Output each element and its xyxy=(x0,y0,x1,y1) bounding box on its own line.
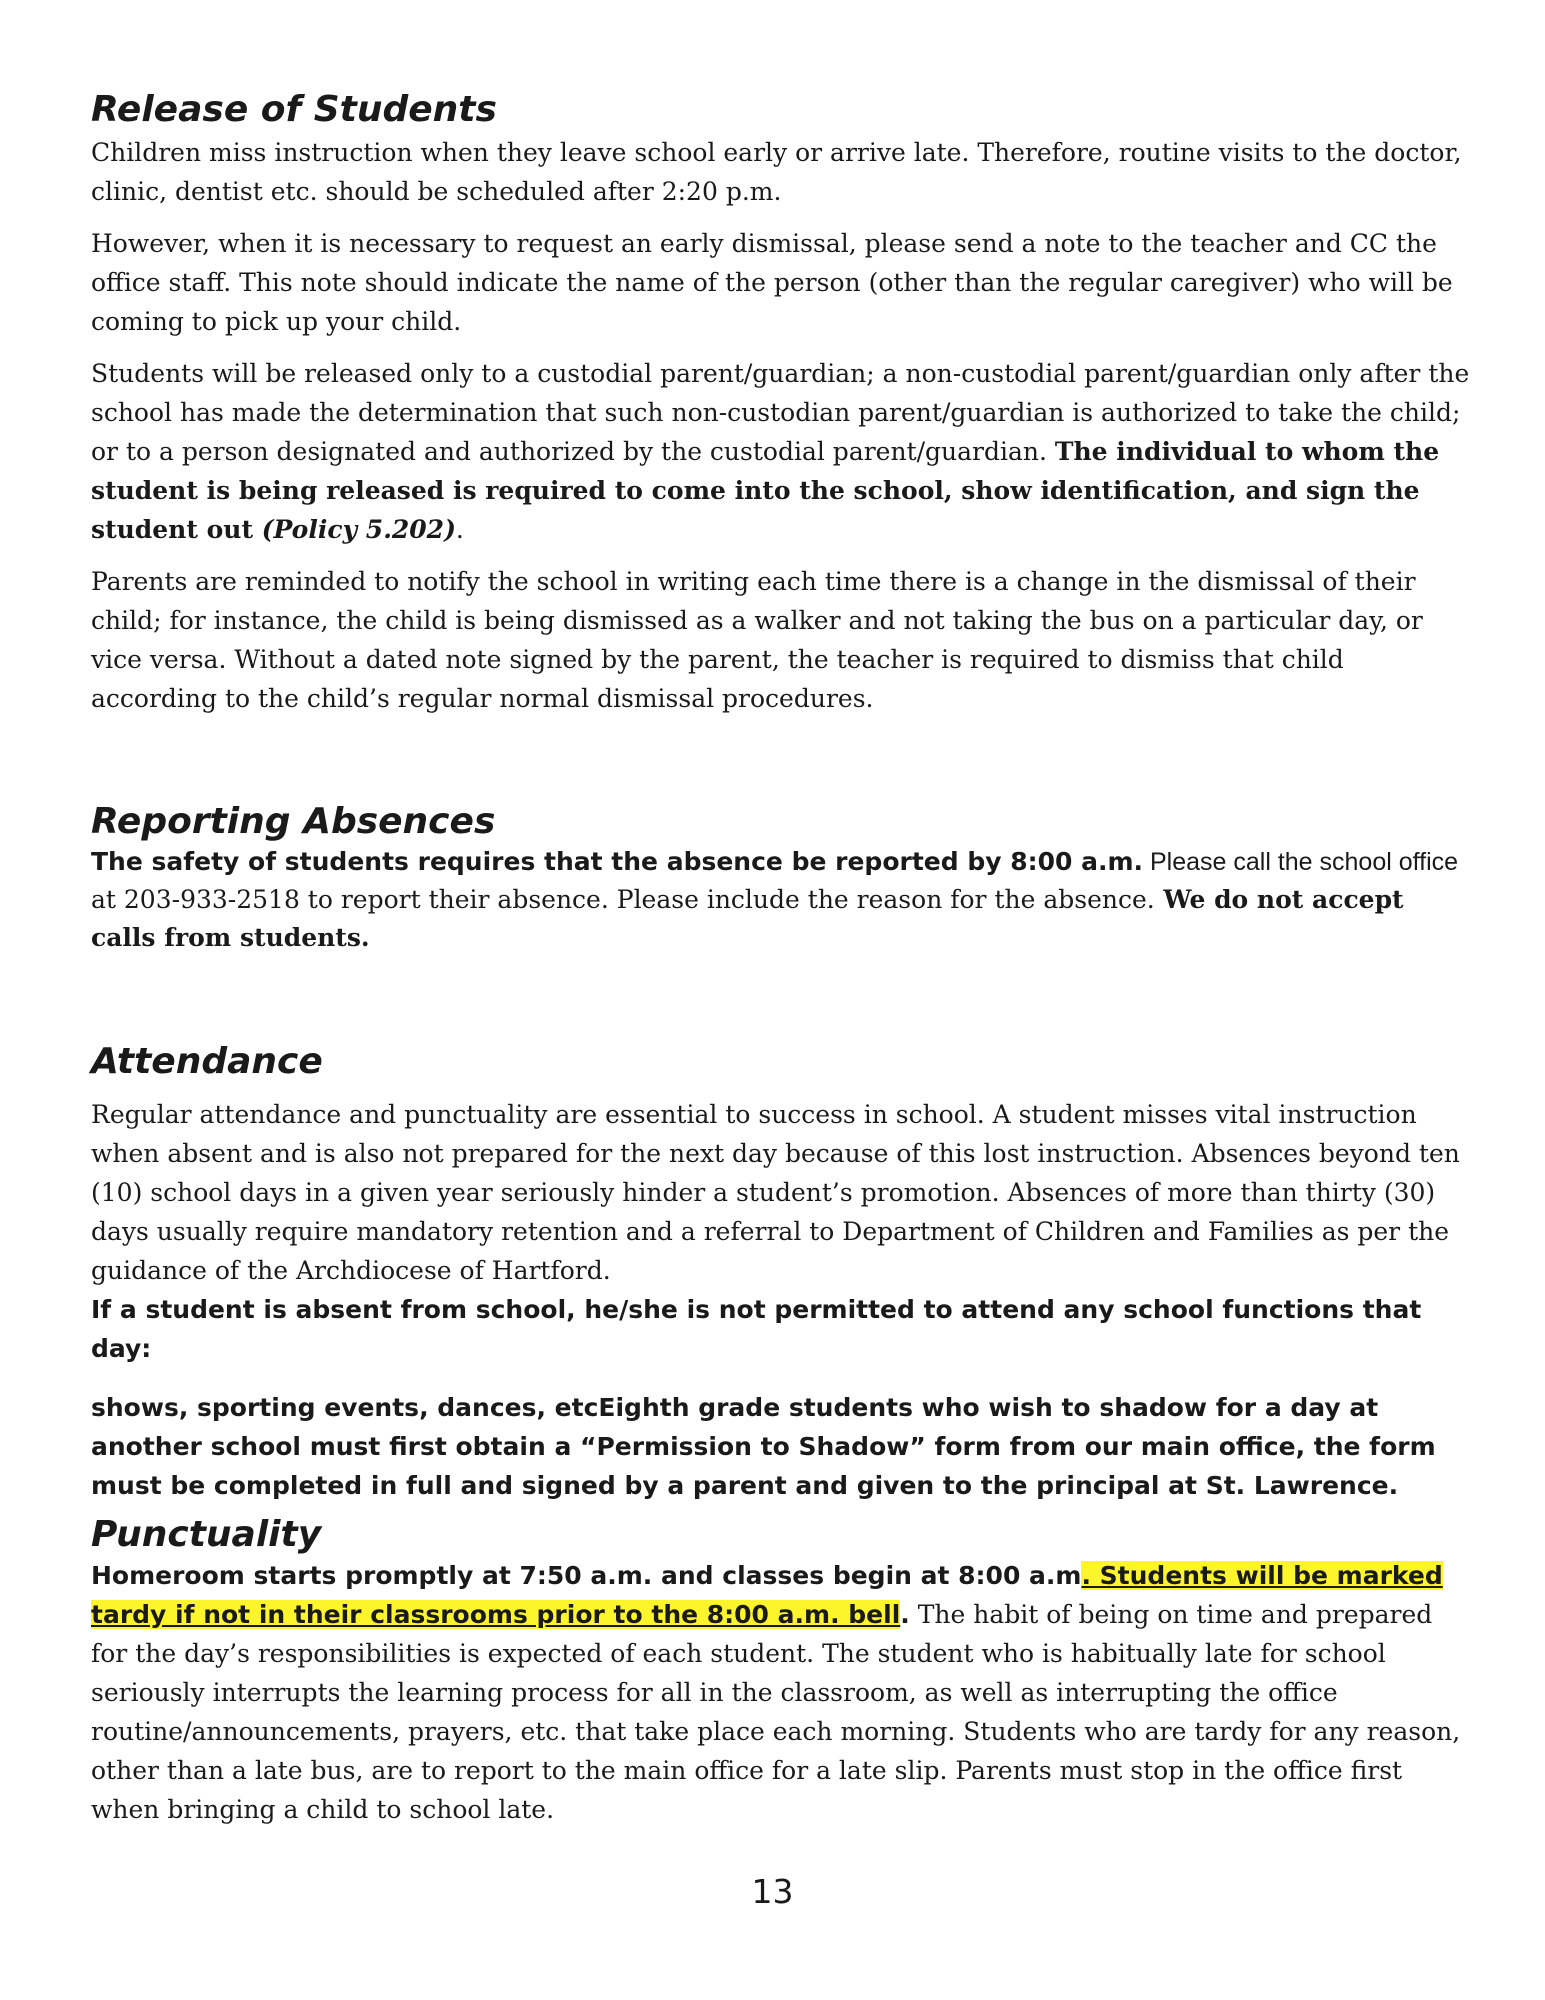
absences-sans-text: Please call the school office xyxy=(1143,848,1459,877)
punctuality-paragraph xyxy=(91,1556,1471,1829)
release-p3-policy: (Policy 5.202) xyxy=(261,515,456,545)
heading-punctuality: Punctuality xyxy=(91,1514,322,1555)
heading-release-of-students: Release of Students xyxy=(91,89,497,130)
punctuality-bold-end: . xyxy=(900,1600,910,1630)
punctuality-highlight-2: tardy if not in their classrooms prior to the 8:00 a.m. bell xyxy=(91,1600,901,1630)
absences-bold-lead: The safety of students requires that the absence be reported by 8:00 a.m. xyxy=(91,847,1144,877)
attendance-bold-1: If a student is absent from school, he/she is not permitted to attend any school functions that day: xyxy=(91,1295,1422,1364)
absences-serif-text: at 203-933-2518 to report their absence. Please include the reason for the absence. xyxy=(91,885,1155,915)
release-p3-bold: The individual to whom the student is being released is required to come into the school, show identification, and sign the student out xyxy=(91,437,1440,545)
release-paragraph-4: Parents are reminded to notify the school in writing each time there is a change in the dismissal of their child; for instance, the child is being dismissed as a walker and not taking the bus on a particular day, or vice versa. Without a dated note signed by the parent, the teacher is required to dismiss that child according to the child’s regular normal dismissal procedures. xyxy=(91,567,1423,714)
release-p3-plain: Students will be released only to a custodial parent/guardian; a non-custodial parent/guardian only after the school has made the determination that such non-custodian parent/guardian is authorized to take the child; or to a person designated and authorized by the custodial parent/guardian. xyxy=(91,359,1470,467)
heading-reporting-absences: Reporting Absences xyxy=(91,801,496,842)
attendance-paragraph: Regular attendance and punctuality are essential to success in school. A student misses vital instruction when absent and is also not prepared for the next day because of this lost instruction. Absences beyond ten (10) school days in a given year seriously hinder a student’s promotion. Absences of more than thirty (30) days usually require mandatory retention and a referral to Department of Children and Families as per the guidance of the Archdiocese of Hartford. xyxy=(91,1100,1460,1286)
attendance-bold-2: shows, sporting events, dances, etcEighth grade students who wish to shadow for a day at another school must first obtain a “Permission to Shadow” form from our main office, the form must be completed in full and signed by a parent and given to the principal at St. Lawrence. xyxy=(91,1393,1436,1501)
section-attendance xyxy=(91,1040,1471,1505)
punctuality-bold-lead: Homeroom starts promptly at 7:50 a.m. and classes begin at 8:00 a.m xyxy=(91,1561,1082,1591)
section-release-of-students xyxy=(91,88,1471,731)
punctuality-highlight-1: . Students will be marked xyxy=(1081,1561,1443,1591)
section-reporting-absences xyxy=(91,800,1471,970)
absences-paragraph xyxy=(91,843,1471,957)
release-paragraph-2: However, when it is necessary to request an early dismissal, please send a note to the teacher and CC the office staff. This note should indicate the name of the person (other than the regular caregiver) who will be coming to pick up your child. xyxy=(91,229,1453,337)
absences-bold-end: We do not accept calls from students. xyxy=(91,885,1404,953)
heading-attendance: Attendance xyxy=(91,1041,323,1082)
section-punctuality xyxy=(91,1513,1471,1842)
release-paragraph-3 xyxy=(91,354,1471,549)
release-p3-end: . xyxy=(455,515,464,545)
page-number: 13 xyxy=(751,1872,794,1911)
release-paragraph-1: Children miss instruction when they leave school early or arrive late. Therefore, routine visits to the doctor, clinic, dentist etc. should be scheduled after 2:20 p.m. xyxy=(91,138,1462,207)
punctuality-body: The habit of being on time and prepared for the day’s responsibilities is expected of each student. The student who is habitually late for school seriously interrupts the learning process for all in the classroom, as well as interrupting the office routine/announcements, prayers, etc. that take place each morning. Students who are tardy for any reason, other than a late bus, are to report to the main office for a late slip. Parents must stop in the office first when bringing a child to school late. xyxy=(91,1600,1461,1825)
